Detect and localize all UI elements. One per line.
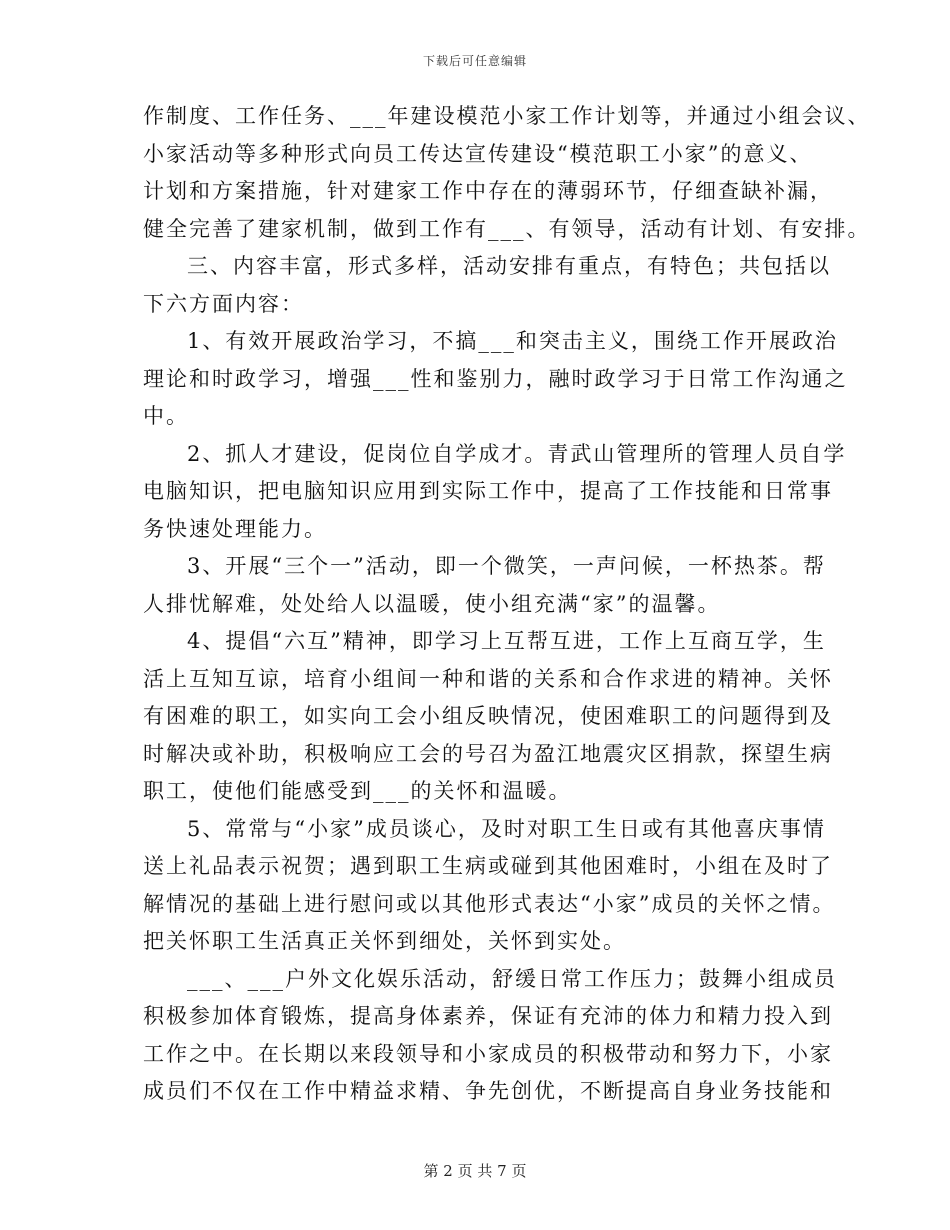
text-line: 时解决或补助，积极响应工会的号召为盈江地震灾区捐款，探望生病 [143,741,833,766]
page-header: 下载后可任意编辑 [422,54,527,68]
text-line: 活上互知互谅，培育小组间一种和谐的关系和合作求进的精神。关怀 [143,666,833,691]
text-line: 健全完善了建家机制，做到工作有___、有领导，活动有计划、有安排。 [143,216,871,241]
text-line: 有困难的职工，如实向工会小组反映情况，使困难职工的问题得到及 [143,704,833,728]
list-item-6-line: ___、___户外文化娱乐活动，舒缓日常工作压力；鼓舞小组成员 [187,966,837,991]
text-line: 把关怀职工生活真正关怀到细处，关怀到实处。 [143,929,626,953]
list-item-1-line: 1、有效开展政治学习，不搞___和突击主义，围绕工作开展政治 [187,329,838,353]
text-line: 作制度、工作任务、___年建设模范小家工作计划等，并通过小组会议、 [143,104,871,128]
text-line: 职工，使他们能感受到___的关怀和温暖。 [143,779,572,803]
text-line: 计划和方案措施，针对建家工作中存在的薄弱环节，仔细查缺补漏， [143,179,833,203]
text-line: 积极参加体育锻炼，提高身体素养，保证有充沛的体力和精力投入到 [143,1004,833,1028]
list-item-2-line: 2、抓人才建设，促岗位自学成才。青武山管理所的管理人员自学 [187,441,847,466]
text-line: 理论和时政学习，增强___性和鉴别力，融时政学习于日常工作沟通之 [143,366,848,391]
text-line: 电脑知识，把电脑知识应用到实际工作中，提高了工作技能和日常事 [143,479,833,503]
page-number-footer: 第 2 页 共 7 页 [423,1162,527,1180]
text-line: 务快速处理能力。 [143,516,327,541]
list-item-3-line: 3、开展“三个一”活动，即一个微笑，一声问候，一杯热茶。帮 [187,554,826,578]
document-body [143,98,871,1111]
section-heading-line: 三、内容丰富，形式多样，活动安排有重点，有特色；共包括以 [187,254,831,278]
text-line: 小家活动等多种形式向员工传达宣传建设“模范职工小家”的意义、 [143,141,813,166]
text-line: 人排忧解难，处处给人以温暖，使小组充满“家”的温馨。 [143,591,721,616]
text-line: 送上礼品表示祝贺；遇到职工生病或碰到其他困难时，小组在及时了 [143,854,833,878]
text-line: 中。 [143,404,189,428]
text-line: 解情况的基础上进行慰问或以其他形式表达“小家”成员的关怀之情。 [143,891,836,916]
text-line: 成员们不仅在工作中精益求精、争先创优，不断提高自身业务技能和 [143,1079,833,1103]
list-item-4-line: 4、提倡“六互”精神，即学习上互帮互进，工作上互商互学，生 [187,629,826,653]
text-line: 工作之中。在长期以来段领导和小家成员的积极带动和努力下，小家 [143,1041,833,1066]
list-item-5-line: 5、常常与“小家”成员谈心，及时对职工生日或有其他喜庆事情 [187,816,826,841]
text-line: 下六方面内容： [143,291,304,316]
